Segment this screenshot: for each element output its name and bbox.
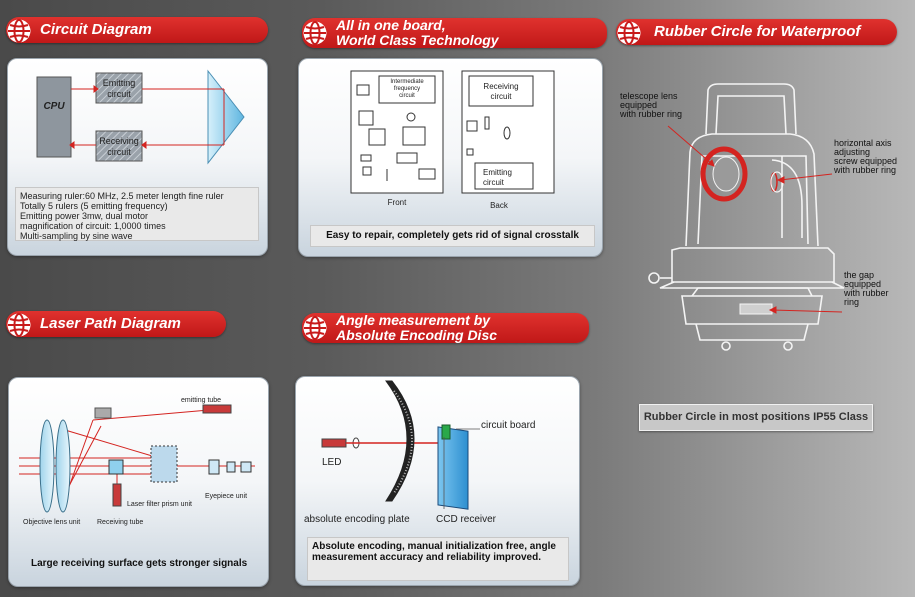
globe-icon xyxy=(302,315,328,341)
laser-path-figure xyxy=(9,378,269,587)
label-word: frequency xyxy=(393,86,421,92)
eyepiece-lens xyxy=(227,462,235,472)
receiving-word: Receiving xyxy=(99,136,139,146)
front-label: Front xyxy=(387,198,407,207)
objective-lens-unit xyxy=(40,408,111,512)
back-label: Back xyxy=(490,201,508,210)
note-line: magnification of circuit: 1,0000 times xyxy=(20,221,166,231)
note-line: Measuring ruler:60 MHz, 2.5 meter length fine ruler xyxy=(20,191,224,201)
led-label: LED xyxy=(322,457,342,468)
section-title: Rubber Circle for Waterproof xyxy=(654,23,861,40)
label-word: Intermediate xyxy=(390,79,424,85)
cpu-label: CPU xyxy=(43,101,65,112)
laser-path-panel xyxy=(8,377,269,587)
banner-rubber-circle xyxy=(616,19,897,45)
eyepiece-unit xyxy=(209,460,219,474)
banner-circuit-diagram xyxy=(6,17,268,43)
label-word: circuit xyxy=(490,92,512,101)
circuit-notes xyxy=(15,187,259,241)
receiving-circuit-box xyxy=(469,76,533,106)
angle-caption-box xyxy=(307,537,569,581)
led xyxy=(322,439,346,447)
emitting-circuit-label xyxy=(103,78,136,99)
section-title-line2: World Class Technology xyxy=(336,32,499,48)
section-title-line1: All in one board, xyxy=(336,17,446,33)
receiving-tube-label: Receiving tube xyxy=(97,519,144,526)
telescope-lens xyxy=(713,157,739,191)
note-line: Multi-sampling by sine wave xyxy=(20,231,133,241)
board-caption-box xyxy=(310,225,595,247)
laser-filter-prism xyxy=(109,460,123,474)
board-caption: Easy to repair, completely gets rid of signal crosstalk xyxy=(326,230,579,241)
callout-line: equipped xyxy=(844,279,882,289)
callout-line: adjusting xyxy=(834,147,871,157)
eyepiece-end xyxy=(241,462,251,472)
laser-caption: Large receiving surface gets stronger signals xyxy=(31,558,248,569)
angle-caption: Absolute encoding, manual initialization free, angle measurement accuracy and reliability improved. xyxy=(312,541,556,563)
callout-lines xyxy=(668,126,842,313)
signal-arrows xyxy=(70,86,224,148)
banner-angle-measurement xyxy=(302,313,589,343)
callout-line: with rubber ring xyxy=(834,165,897,175)
objective-label: Objective lens unit xyxy=(23,519,81,526)
ccd-receiver xyxy=(442,425,450,439)
prism-unit xyxy=(151,446,177,482)
banner-laser-path xyxy=(6,311,226,337)
ccd-label: CCD receiver xyxy=(436,514,497,525)
globe-icon xyxy=(6,18,32,44)
receiving-circuit-word: circuit xyxy=(107,147,131,157)
note-line: Totally 5 rulers (5 emitting frequency) xyxy=(20,201,168,211)
label-word: circuit xyxy=(483,178,504,187)
section-title-line1: Angle measurement by xyxy=(336,312,491,328)
section-title: Laser Path Diagram xyxy=(40,315,181,332)
cpu-box xyxy=(37,77,71,157)
callout-line: the gap xyxy=(844,270,875,280)
label-word: Receiving xyxy=(483,82,519,91)
callout-line: with rubber xyxy=(844,288,889,298)
label-word: circuit xyxy=(399,93,415,99)
emitting-circuit-word: circuit xyxy=(107,89,131,99)
globe-icon xyxy=(6,312,32,338)
circuit-diagram-panel xyxy=(7,58,268,256)
note-line: Emitting power 3mw, dual motor xyxy=(20,211,149,221)
callout-line: ring xyxy=(844,297,860,307)
telescope-callout xyxy=(620,92,682,119)
emitting-tube xyxy=(203,405,231,413)
emitting-word: Emitting xyxy=(102,78,136,88)
label-word: Emitting xyxy=(483,168,512,177)
ip55-label: Rubber Circle in most positions IP55 Class xyxy=(639,404,873,431)
globe-icon xyxy=(616,20,642,46)
globe-icon xyxy=(302,20,328,46)
banner-all-in-one-board xyxy=(302,18,607,48)
section-title: Circuit Diagram xyxy=(40,21,152,38)
callout-line: equipped xyxy=(620,100,658,110)
gap-callout xyxy=(844,271,889,307)
emitting-tube-label: emitting tube xyxy=(181,397,222,404)
callout-line: screw equipped xyxy=(834,156,898,166)
callout-line: horizontal axis xyxy=(834,138,892,148)
section-title-line2: Absolute Encoding Disc xyxy=(336,327,498,343)
receiving-tube xyxy=(113,484,121,506)
reflector-prism xyxy=(208,71,244,163)
rubber-ring-gap xyxy=(740,304,772,314)
callout-line: with rubber ring xyxy=(620,109,683,119)
callout-line: telescope lens xyxy=(620,91,678,101)
horizontal-axis-callout xyxy=(834,139,897,175)
board-panel xyxy=(298,58,603,257)
eyepiece-label: Eyepiece unit xyxy=(205,493,248,500)
circuit-board-label: circuit board xyxy=(481,420,536,431)
angle-measurement-panel xyxy=(295,376,580,586)
laser-beams xyxy=(19,410,255,502)
encoding-plate-label: absolute encoding plate xyxy=(304,514,410,525)
filter-prism-label: Laser filter prism unit xyxy=(127,501,192,508)
